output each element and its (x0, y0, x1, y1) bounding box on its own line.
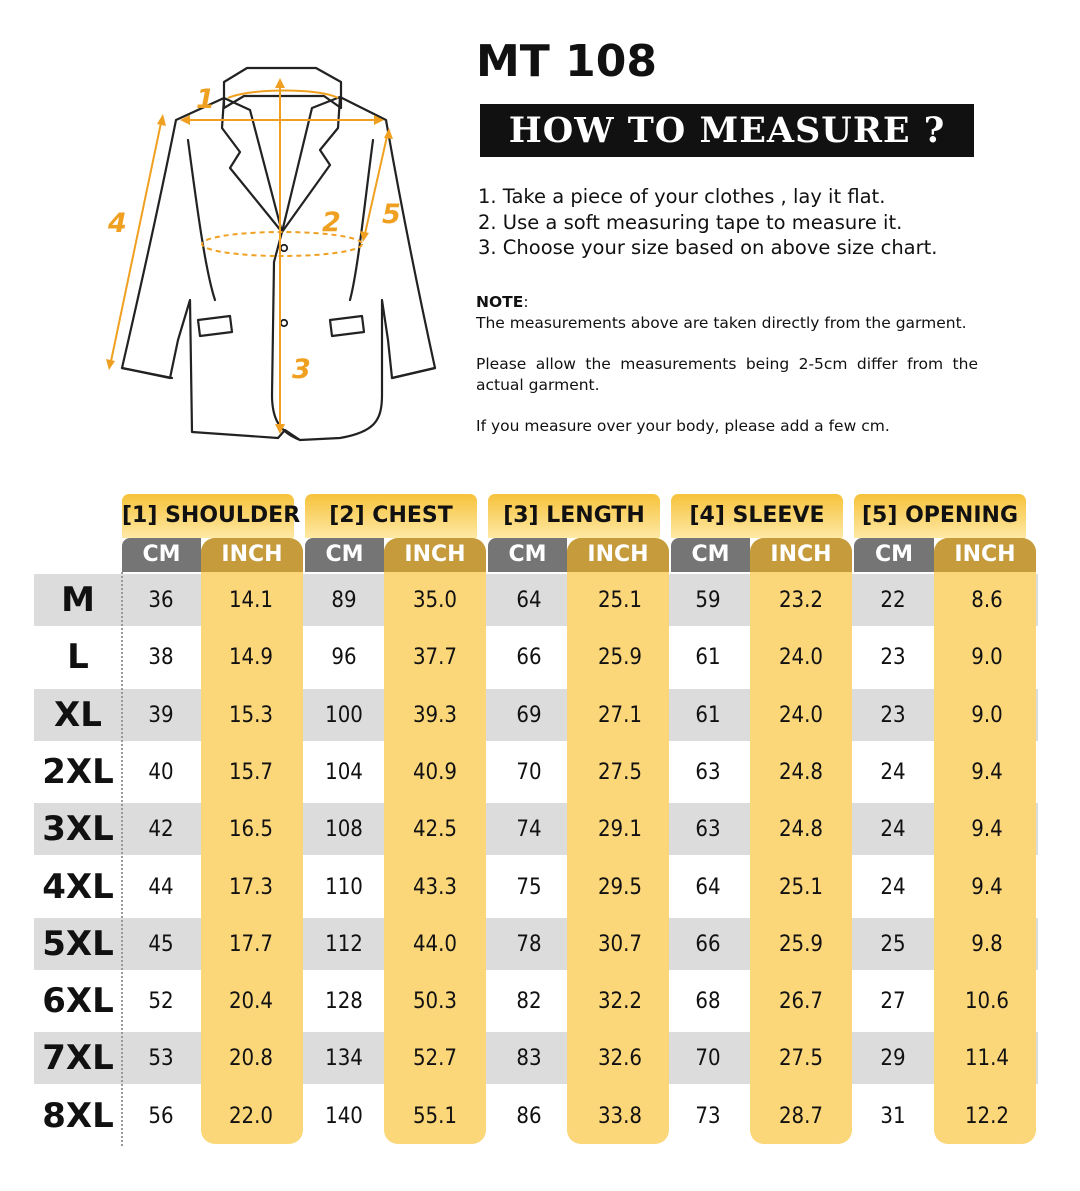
column-group-header: [1] SHOULDER (122, 494, 294, 538)
cell-cm: 53 (148, 1046, 174, 1072)
cell-inch: 8.6 (971, 588, 1003, 613)
cell-inch: 26.7 (778, 989, 824, 1015)
cell-inch: 43.3 (412, 874, 458, 900)
step-item: 3. Choose your size based on above size chart. (478, 236, 938, 259)
cell-cm: 100 (325, 702, 363, 728)
note-colon: : (523, 293, 529, 311)
cell-cm: 128 (325, 989, 363, 1015)
cell-cm: 24 (880, 874, 906, 900)
cell-inch: 14.9 (228, 645, 274, 671)
product-title: MT 108 (476, 36, 657, 87)
cell-cm: 68 (695, 989, 721, 1015)
cell-cm: 73 (695, 1103, 721, 1129)
cell-inch: 17.3 (228, 874, 274, 900)
how-to-measure-banner: HOW TO MEASURE ? (480, 104, 974, 157)
size-label: 4XL (42, 866, 114, 907)
step-item: 2. Use a soft measuring tape to measure it. (478, 210, 903, 234)
note-paragraph: If you measure over your body, please add a few cm. (476, 417, 890, 435)
cell-inch: 25.9 (778, 931, 824, 957)
cell-cm: 23 (880, 702, 906, 728)
cell-cm: 23 (880, 645, 906, 671)
cell-inch: 55.1 (412, 1103, 458, 1129)
cell-cm: 89 (331, 588, 357, 613)
cell-cm: 42 (148, 817, 174, 843)
cell-inch: 35.0 (412, 588, 458, 613)
diagram-label-5: 5 (382, 199, 401, 230)
unit-header-cm: CM (671, 538, 750, 572)
cell-cm: 140 (325, 1103, 363, 1129)
cell-cm: 112 (325, 931, 363, 957)
cell-inch: 24.0 (778, 645, 824, 671)
column-group-header: [5] OPENING (854, 494, 1026, 538)
cell-inch: 9.4 (971, 817, 1003, 843)
diagram-label-3: 3 (292, 354, 311, 385)
cell-inch: 9.0 (971, 702, 1003, 728)
diagram-label-4: 4 (108, 208, 127, 239)
cell-cm: 78 (516, 931, 542, 957)
cell-inch: 22.0 (228, 1103, 274, 1129)
cell-cm: 83 (516, 1046, 542, 1072)
cell-inch: 40.9 (412, 759, 458, 785)
cell-cm: 25 (880, 931, 906, 957)
cell-inch: 30.7 (597, 931, 643, 957)
unit-header-inch: INCH (201, 538, 303, 572)
cell-cm: 66 (695, 931, 721, 957)
cell-cm: 63 (695, 759, 721, 785)
cell-cm: 66 (516, 645, 542, 671)
cell-cm: 86 (516, 1103, 542, 1129)
cell-inch: 29.1 (597, 817, 643, 843)
unit-header-inch: INCH (750, 538, 852, 572)
cell-inch: 25.1 (597, 588, 643, 613)
cell-cm: 75 (516, 874, 542, 900)
cell-inch: 37.7 (412, 645, 458, 671)
cell-inch: 52.7 (412, 1046, 458, 1072)
cell-inch: 24.0 (778, 702, 824, 728)
cell-cm: 24 (880, 817, 906, 843)
size-label: M (61, 580, 95, 620)
cell-inch: 29.5 (597, 874, 643, 900)
cell-cm: 70 (695, 1046, 721, 1072)
unit-header-inch: INCH (384, 538, 486, 572)
unit-header-inch: INCH (567, 538, 669, 572)
note-section (476, 292, 978, 457)
cell-cm: 36 (148, 588, 174, 613)
step-item: 1. Take a piece of your clothes , lay it flat. (478, 185, 886, 208)
unit-header-cm: CM (854, 538, 934, 572)
note-label: NOTE (476, 293, 524, 311)
cell-cm: 61 (695, 645, 721, 671)
note-paragraph: The measurements above are taken directly from the garment. (476, 314, 967, 332)
cell-inch: 25.1 (778, 874, 824, 900)
cell-inch: 9.8 (971, 931, 1003, 957)
cell-inch: 25.9 (597, 645, 643, 671)
diagram-label-1: 1 (196, 84, 215, 115)
cell-cm: 74 (516, 817, 542, 843)
cell-inch: 27.1 (597, 702, 643, 728)
cell-inch: 28.7 (778, 1103, 824, 1129)
cell-inch: 10.6 (964, 989, 1010, 1015)
cell-inch: 16.5 (228, 817, 274, 843)
cell-inch: 50.3 (412, 989, 458, 1015)
cell-inch: 15.3 (228, 702, 274, 728)
cell-cm: 22 (880, 588, 906, 613)
cell-cm: 96 (331, 645, 357, 671)
cell-cm: 31 (880, 1103, 906, 1129)
cell-cm: 108 (325, 817, 363, 843)
cell-inch: 44.0 (412, 931, 458, 957)
cell-cm: 45 (148, 931, 174, 957)
cell-cm: 64 (516, 588, 542, 613)
cell-inch: 9.4 (971, 759, 1003, 785)
size-label: 2XL (42, 751, 114, 792)
cell-inch: 24.8 (778, 759, 824, 785)
unit-header-cm: CM (488, 538, 567, 572)
cell-cm: 110 (325, 874, 363, 900)
cell-inch: 27.5 (597, 759, 643, 785)
cell-cm: 44 (148, 874, 174, 900)
cell-cm: 61 (695, 702, 721, 728)
cell-inch: 9.4 (971, 874, 1003, 900)
cell-inch: 42.5 (412, 817, 458, 843)
size-label: 8XL (42, 1095, 114, 1136)
cell-cm: 63 (695, 817, 721, 843)
measure-steps (478, 184, 998, 261)
unit-header-inch: INCH (934, 538, 1036, 572)
cell-inch: 32.6 (597, 1046, 643, 1072)
cell-cm: 104 (325, 759, 363, 785)
size-label: 3XL (42, 809, 114, 850)
cell-cm: 27 (880, 989, 906, 1015)
cell-cm: 52 (148, 989, 174, 1015)
cell-inch: 12.2 (964, 1103, 1010, 1129)
cell-inch: 17.7 (228, 931, 274, 957)
column-group-header: [2] CHEST (305, 494, 477, 538)
cell-cm: 38 (148, 645, 174, 671)
cell-cm: 70 (516, 759, 542, 785)
cell-inch: 14.1 (228, 588, 274, 613)
size-label: 7XL (42, 1038, 114, 1079)
cell-inch: 27.5 (778, 1046, 824, 1072)
cell-cm: 64 (695, 874, 721, 900)
cell-inch: 39.3 (412, 702, 458, 728)
cell-inch: 32.2 (597, 989, 643, 1015)
cell-inch: 9.0 (971, 645, 1003, 671)
cell-cm: 82 (516, 989, 542, 1015)
cell-cm: 29 (880, 1046, 906, 1072)
cell-cm: 134 (325, 1046, 363, 1072)
cell-inch: 33.8 (597, 1103, 643, 1129)
cell-inch: 20.4 (228, 989, 274, 1015)
column-group-header: [3] LENGTH (488, 494, 660, 538)
cell-inch: 20.8 (228, 1046, 274, 1072)
size-label: 5XL (42, 923, 114, 964)
blazer-measurement-diagram (95, 55, 455, 450)
diagram-label-2: 2 (322, 207, 341, 238)
cell-inch: 24.8 (778, 817, 824, 843)
unit-header-cm: CM (122, 538, 201, 572)
size-label: XL (54, 694, 102, 735)
cell-cm: 40 (148, 759, 174, 785)
cell-cm: 39 (148, 702, 174, 728)
cell-cm: 69 (516, 702, 542, 728)
cell-cm: 59 (695, 588, 721, 613)
cell-inch: 11.4 (964, 1046, 1010, 1072)
cell-inch: 23.2 (778, 588, 824, 613)
size-label: L (67, 637, 89, 678)
unit-header-cm: CM (305, 538, 384, 572)
note-paragraph: Please allow the measurements being 2-5cm differ from the actual garment. (476, 355, 978, 394)
cell-inch: 15.7 (228, 759, 274, 785)
size-label: 6XL (42, 981, 114, 1022)
column-group-header: [4] SLEEVE (671, 494, 843, 538)
cell-cm: 56 (148, 1103, 174, 1129)
cell-cm: 24 (880, 759, 906, 785)
